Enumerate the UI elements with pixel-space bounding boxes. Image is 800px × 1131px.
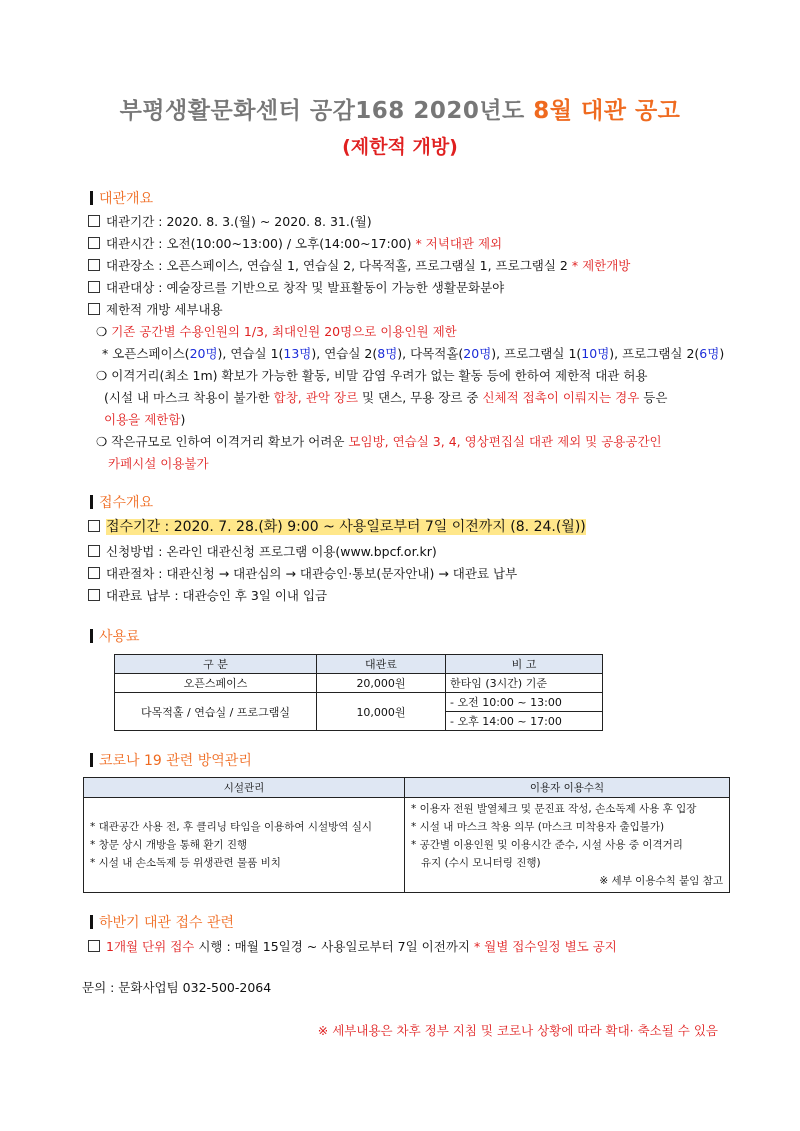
cap-value: 13명 — [283, 346, 312, 361]
checkbox-icon — [88, 545, 100, 557]
page-title — [0, 92, 800, 125]
rental-time-note: * 저녁대관 제외 — [415, 236, 503, 251]
table-row — [115, 693, 603, 712]
application-period — [88, 516, 586, 536]
list-item: * 시설 내 손소독제 등 위생관련 물품 비치 — [90, 857, 281, 869]
distance-highlight: 신체적 접촉이 이뤄지는 경우 — [482, 390, 640, 405]
section-heading-covid — [90, 750, 252, 770]
capacity-list — [102, 344, 724, 362]
small-space-rule-line1 — [96, 432, 662, 450]
checkbox-icon — [88, 237, 100, 249]
application-process-text: 대관절차 : 대관신청 → 대관심의 → 대관승인·통보(문자안내) → 대관료 납부 — [106, 566, 518, 581]
rental-period — [88, 212, 372, 230]
cap-text: ), 연습실 2( — [311, 346, 378, 361]
second-half-text: 시행 : 매월 15일경 ~ 사용일로부터 7일 이전까지 — [194, 939, 474, 954]
list-item: * 공간별 이용인원 및 이용시간 준수, 시설 사용 중 이격거리 — [411, 839, 683, 851]
fee-note-cell: 한타임 (3시간) 기준 — [446, 674, 603, 693]
capacity-rule — [96, 322, 457, 340]
covid-table-header-row — [84, 778, 730, 798]
footer-note: ※ 세부내용은 차후 정부 지침 및 코로나 상황에 따라 확대· 축소될 수 있음 — [317, 1023, 718, 1038]
fee-header-note: 비 고 — [446, 655, 603, 674]
distance-rule-text: 이격거리(최소 1m) 확보가 가능한 활동, 비말 감염 우려가 없는 활동 등에 한하여 제한적 대관 허용 — [111, 368, 648, 383]
contact-info: 문의 : 문화사업팀 032-500-2064 — [82, 980, 272, 995]
fee-table-header-row — [115, 655, 603, 674]
list-item: * 대관공간 사용 전, 후 클리닝 타임을 이용하여 시설방역 실시 — [90, 821, 373, 833]
distance-highlight: 합창, 관악 장르 — [273, 390, 359, 405]
checkbox-icon — [88, 215, 100, 227]
rental-period-text: 대관기간 : 2020. 8. 3.(월) ~ 2020. 8. 31.(월) — [106, 214, 372, 229]
cap-value: 10명 — [581, 346, 610, 361]
section-bar-icon — [90, 753, 93, 767]
fee-space-cell: 오픈스페이스 — [115, 674, 317, 693]
fee-header-fee: 대관료 — [317, 655, 446, 674]
checkbox-icon — [88, 259, 100, 271]
checkbox-icon — [88, 940, 100, 952]
fee-table — [114, 654, 603, 731]
rental-place-note: * 제한개방 — [571, 258, 631, 273]
section-heading-text: 코로나 19 관련 방역관리 — [99, 753, 252, 769]
application-process — [88, 564, 517, 582]
section-bar-icon — [90, 629, 93, 643]
small-space-rule-line2: 카페시설 이용불가 — [108, 456, 209, 471]
small-space-text: 작은규모로 인하여 이격거리 확보가 어려운 — [111, 434, 349, 449]
checkbox-icon — [88, 520, 100, 532]
section-bar-icon — [90, 495, 93, 509]
rental-time — [88, 234, 502, 252]
circle-bullet-icon: ❍ — [96, 434, 108, 449]
covid-user-cell — [405, 798, 730, 893]
application-method-text: 신청방법 : 온라인 대관신청 프로그램 이용(www.bpcf.or.kr) — [106, 544, 437, 559]
rental-place-text: 대관장소 : 오픈스페이스, 연습실 1, 연습실 2, 다목적홀, 프로그램실 1, 프로그램실 2 — [106, 258, 568, 273]
circle-bullet-icon: ❍ — [96, 368, 108, 383]
fee-amount-cell: 10,000원 — [317, 693, 446, 731]
application-period-text: 접수기간 : 2020. 7. 28.(화) 9:00 ~ 사용일로부터 7일 이전까지 (8. 24.(월)) — [106, 519, 586, 535]
cap-text: ), 프로그램실 2( — [609, 346, 700, 361]
title-prefix: 부평생활문화센터 공감168 2020년도 — [119, 98, 534, 124]
second-half-line — [88, 937, 617, 955]
fee-note-cell: - 오전 10:00 ~ 13:00 — [446, 693, 603, 712]
rental-place — [88, 256, 630, 274]
section-bar-icon — [90, 915, 93, 929]
restricted-detail-title — [88, 300, 223, 318]
checkbox-icon — [88, 303, 100, 315]
fee-note-cell: - 오후 14:00 ~ 17:00 — [446, 712, 603, 731]
list-item: * 창문 상시 개방을 통해 환기 진행 — [90, 839, 248, 851]
cap-value: 20명 — [189, 346, 218, 361]
section-heading-text: 하반기 대관 접수 관련 — [99, 915, 235, 931]
table-row — [84, 798, 730, 893]
section-heading-rental-overview — [90, 188, 153, 208]
list-item: * 시설 내 마스크 착용 의무 (마스크 미착용자 출입불가) — [411, 821, 665, 833]
restricted-detail-title-text: 제한적 개방 세부내용 — [106, 302, 223, 317]
second-half-highlight: 1개월 단위 접수 — [106, 939, 195, 954]
section-heading-text: 접수개요 — [99, 495, 154, 511]
distance-text: ) — [180, 412, 186, 427]
covid-facility-cell — [84, 798, 405, 893]
distance-text: 및 댄스, 무용 장르 중 — [358, 390, 483, 405]
section-heading-second-half — [90, 912, 234, 932]
distance-text: 등은 — [639, 390, 668, 405]
checkbox-icon — [88, 589, 100, 601]
section-bar-icon — [90, 191, 93, 205]
cap-text: ) — [719, 346, 725, 361]
distance-text: (시설 내 마스크 착용이 불가한 — [104, 390, 274, 405]
cap-text: ), 프로그램실 1( — [491, 346, 582, 361]
section-heading-fees — [90, 626, 140, 646]
checkbox-icon — [88, 567, 100, 579]
rental-time-text: 대관시간 : 오전(10:00~13:00) / 오후(14:00~17:00) — [106, 236, 412, 251]
section-heading-text: 대관개요 — [99, 191, 154, 207]
distance-highlight: 이용을 제한함 — [104, 412, 181, 427]
cap-value: 8명 — [377, 346, 398, 361]
distance-rule-line3 — [104, 410, 185, 428]
table-row — [115, 674, 603, 693]
title-highlight: 8월 대관 공고 — [533, 98, 681, 124]
second-half-note: * 월별 접수일정 별도 공지 — [473, 939, 617, 954]
list-item: * 이용자 전원 발열체크 및 문진표 작성, 손소독제 사용 후 입장 — [411, 803, 697, 815]
small-space-highlight: 모임방, 연습실 3, 4, 영상편집실 대관 제외 및 공용공간인 — [348, 434, 662, 449]
fee-amount-cell: 20,000원 — [317, 674, 446, 693]
circle-bullet-icon: ❍ — [96, 324, 108, 339]
distance-rule-line2 — [104, 388, 667, 406]
covid-header-facility: 시설관리 — [84, 778, 405, 798]
cap-text: ), 다목적홀( — [397, 346, 464, 361]
cap-text: * 오픈스페이스( — [102, 346, 190, 361]
cap-text: ), 연습실 1( — [217, 346, 284, 361]
checkbox-icon — [88, 281, 100, 293]
covid-table — [83, 777, 730, 893]
application-method — [88, 542, 437, 560]
cap-value: 6명 — [699, 346, 720, 361]
rental-target-text: 대관대상 : 예술장르를 기반으로 창작 및 발표활동이 가능한 생활문화분야 — [106, 280, 505, 295]
fee-payment-text: 대관료 납부 : 대관승인 후 3일 이내 입금 — [106, 588, 328, 603]
rental-target — [88, 278, 504, 296]
section-heading-application-overview — [90, 492, 153, 512]
cap-value: 20명 — [463, 346, 492, 361]
list-item: 유지 (수시 모니터링 진행) — [411, 857, 541, 869]
distance-rule-line1 — [96, 366, 647, 384]
section-heading-text: 사용료 — [99, 629, 140, 645]
covid-user-note: ※ 세부 이용수칙 붙임 참고 — [599, 875, 723, 887]
fee-payment — [88, 586, 327, 604]
covid-header-user: 이용자 이용수칙 — [405, 778, 730, 798]
fee-space-cell: 다목적홀 / 연습실 / 프로그램실 — [115, 693, 317, 731]
page-subtitle: (제한적 개방) — [342, 136, 458, 158]
capacity-rule-text: 기존 공간별 수용인원의 1/3, 최대인원 20명으로 이용인원 제한 — [111, 324, 457, 339]
fee-header-category: 구 분 — [115, 655, 317, 674]
